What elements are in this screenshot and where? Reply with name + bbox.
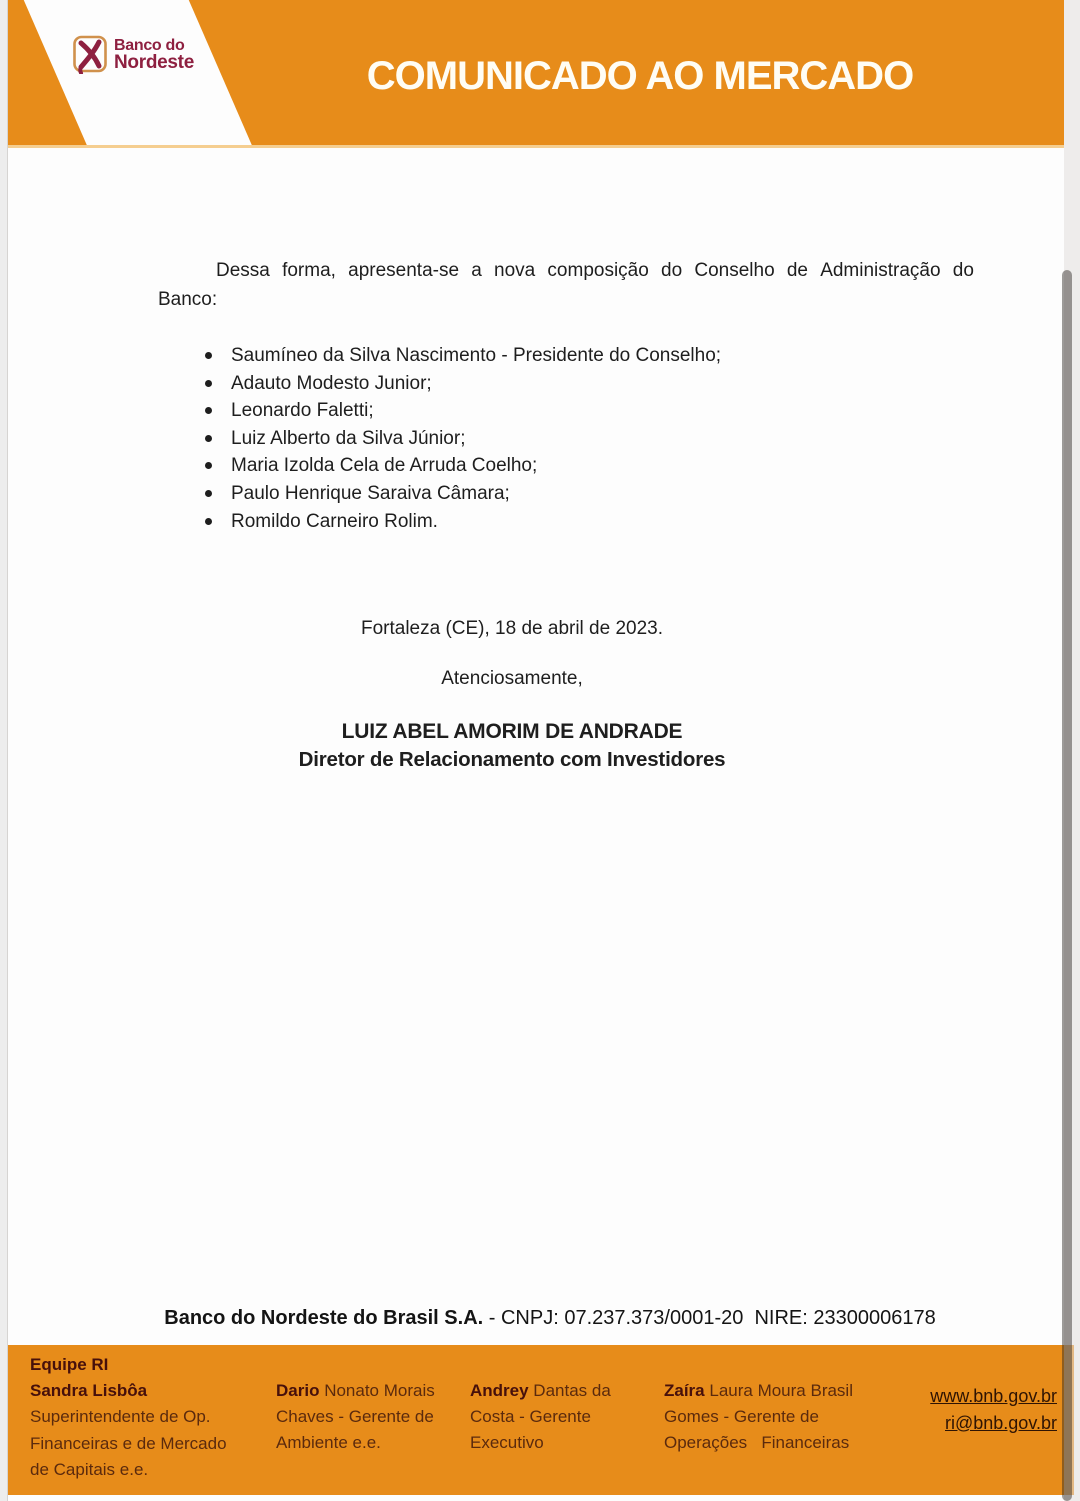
contact-first-name: Andrey (470, 1381, 529, 1400)
list-item-text: Saumíneo da Silva Nascimento - Presidente do Conselho; (231, 345, 722, 366)
board-members-list (205, 342, 925, 535)
bullet-icon (205, 435, 212, 442)
closing-line: Atenciosamente, (441, 668, 583, 689)
intro-paragraph-line1: Dessa forma, apresenta-se a nova composição do Conselho de Administração do (216, 260, 974, 281)
bullet-icon (205, 407, 212, 414)
footer-role-line: Executivo (470, 1433, 544, 1453)
signatory-name: LUIZ ABEL AMORIM DE ANDRADE (341, 720, 683, 743)
footer-contact-name (276, 1378, 435, 1404)
bank-logo (73, 34, 194, 74)
bullet-icon (205, 518, 212, 525)
list-item (205, 480, 925, 508)
footer-role-line: Operações Financeiras (664, 1433, 850, 1453)
list-item-text: Leonardo Faletti; (231, 400, 374, 422)
list-item (205, 370, 925, 398)
page-title: COMUNICADO AO MERCADO (366, 54, 914, 98)
email-link[interactable]: ri@bnb.gov.br (945, 1413, 1057, 1433)
list-item (205, 508, 925, 536)
website-link[interactable]: www.bnb.gov.br (930, 1386, 1057, 1406)
logo-line2: Nordeste (114, 52, 194, 73)
bullet-icon (205, 352, 212, 359)
footer-team-column (30, 1352, 227, 1483)
footer-banner (8, 1345, 1074, 1495)
footer-contact-name (470, 1378, 611, 1404)
intro-paragraph-line2: Banco: (158, 289, 218, 310)
bullet-icon (205, 462, 212, 469)
footer-contact-sandra: Sandra Lisbôa (30, 1381, 148, 1401)
company-info-line (20, 1307, 1080, 1330)
bullet-icon (205, 380, 212, 387)
list-item (205, 425, 925, 453)
contact-last-name: Nonato Morais (319, 1381, 435, 1400)
footer-role-line: Superintendente de Op. (30, 1407, 211, 1427)
footer-links (930, 1383, 1057, 1437)
contact-first-name: Dario (276, 1381, 320, 1400)
list-item-text: Maria Izolda Cela de Arruda Coelho; (231, 455, 538, 477)
bullet-icon (205, 490, 212, 497)
contact-first-name: Zaíra (664, 1381, 705, 1400)
footer-role-line: Ambiente e.e. (276, 1433, 381, 1453)
logo-line1: Banco do (114, 37, 185, 54)
company-registry: - CNPJ: 07.237.373/0001-20 NIRE: 23300006178 (483, 1307, 936, 1329)
list-item (205, 397, 925, 425)
intro-paragraph (158, 256, 974, 314)
date-line: Fortaleza (CE), 18 de abril de 2023. (360, 618, 664, 639)
footer-contact-dario (276, 1378, 435, 1457)
list-item-text: Luiz Alberto da Silva Júnior; (231, 427, 466, 449)
footer-contact-name (664, 1378, 853, 1404)
company-name: Banco do Nordeste do Brasil S.A. (164, 1307, 484, 1329)
bank-logo-wordmark (114, 38, 194, 72)
palm-tree-icon (73, 34, 107, 74)
list-item-text: Paulo Henrique Saraiva Câmara; (231, 482, 510, 504)
signatory-role: Diretor de Relacionamento com Investidores (298, 748, 726, 771)
contact-last-name: Dantas da (528, 1381, 611, 1400)
contact-last-name: Laura Moura Brasil (704, 1381, 853, 1400)
list-item-text: Adauto Modesto Junior; (231, 372, 432, 394)
footer-role-line: Gomes - Gerente de (664, 1407, 819, 1427)
footer-role-line: Costa - Gerente (470, 1407, 591, 1427)
footer-role-line: de Capitais e.e. (30, 1459, 149, 1479)
header-bottom-fade (8, 145, 1064, 148)
footer-role-line: Chaves - Gerente de (276, 1407, 434, 1427)
list-item (205, 452, 925, 480)
scrollbar-thumb[interactable] (1062, 270, 1072, 1501)
footer-contact-zaira (664, 1378, 853, 1457)
list-item (205, 342, 925, 370)
header-banner (8, 0, 1064, 148)
list-item-text: Romildo Carneiro Rolim. (231, 510, 438, 532)
footer-contact-andrey (470, 1378, 611, 1457)
footer-role-line: Financeiras e de Mercado (30, 1433, 227, 1453)
page-left-gutter (0, 0, 8, 1501)
footer-team-title: Equipe RI (30, 1355, 109, 1374)
header-logo-stripe (22, 0, 255, 148)
